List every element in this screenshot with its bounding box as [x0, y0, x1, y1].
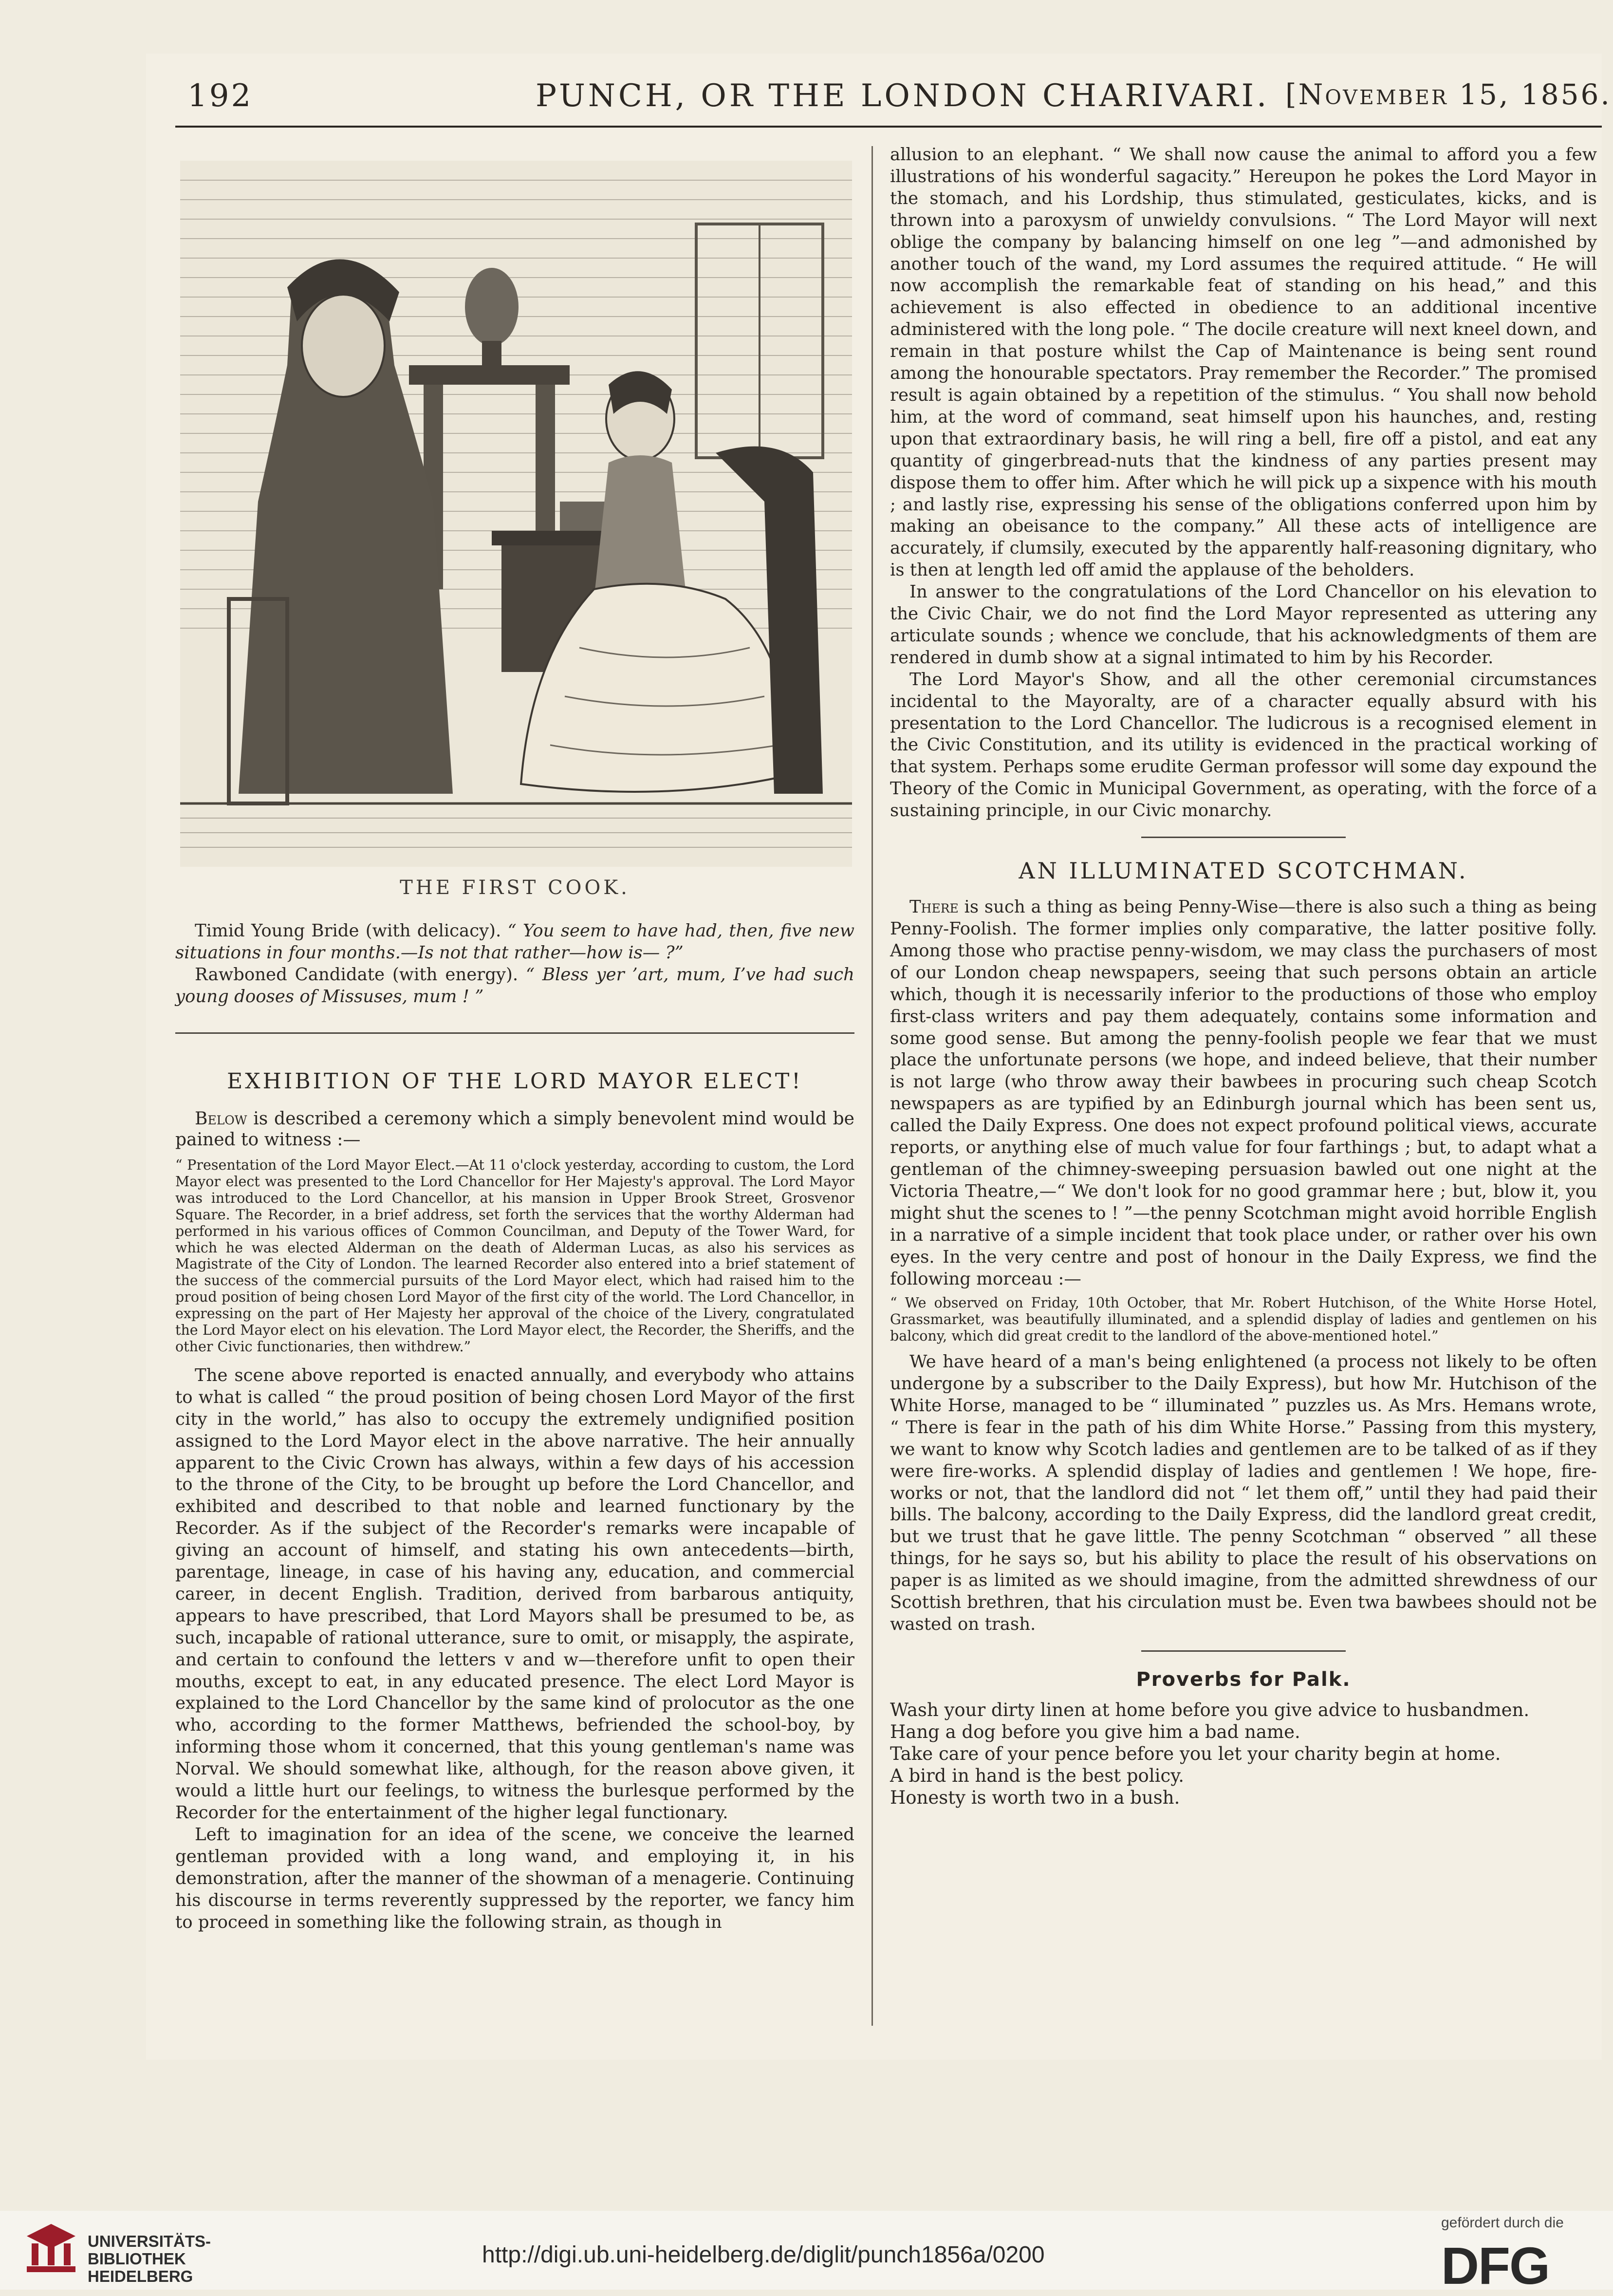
- article-paragraph: Left to imagination for an idea of the scene, we conceive the learned gentleman provided with a long wand, and employing it, in his demonstration, after the manner of the showman of a menagerie. Continuing his discourse in terms reverently suppressed by the reporter, we fancy him to proceed in something like the following strain, as though in: [175, 1824, 854, 1932]
- article-heading: EXHIBITION OF THE LORD MAYOR ELECT!: [227, 1069, 803, 1094]
- funding-note: gefördert durch die: [1441, 2215, 1564, 2231]
- proverb-item: A bird in hand is the best policy.: [890, 1765, 1184, 1786]
- caption-quote-1: “ You seem to have had, then, five new situations in four months.—Is not that rather—how is— ?”: [175, 921, 854, 963]
- article-paragraph: The Lord Mayor's Show, and all the other ceremonial circumstances incidental to the Mayoralty, are of a character equally absurd with his presentation to the Lord Chancellor. The ludicrous is a recognised element in the Civic Constitution, and its utility is evidenced in the practical working of that system. Perhaps some erudite German professor will some day expound the Theory of the Comic in Municipal Government, as operating, with the force of a sustaining principle, in our Civic monarchy.: [890, 669, 1597, 821]
- caption-quote-2: “ Bless yer ’art, mum, I’ve had such young dooses of Missuses, mum ! ”: [175, 964, 854, 1007]
- article-heading: AN ILLUMINATED SCOTCHMAN.: [1019, 858, 1468, 884]
- proverbs-list: [890, 1699, 1597, 1809]
- newspaper-quote: “ We observed on Friday, 10th October, that Mr. Robert Hutchison, of the White Horse Hotel, Grassmarket, was beautifully illuminated, and a splendid display of ladies and gentlemen on his balcony, which did great credit to the landlord of the above-mentioned hotel.”: [890, 1295, 1597, 1344]
- article-paragraph: The scene above reported is enacted annually, and everybody who attains to what is called “ the proud position of being chosen Lord Mayor of the first city in the world,” has also to occupy the extremely undignified position assigned to the Lord Mayor elect in the above narrative. The heir annually apparent to the Civic Crown has always, within a few days of his accession to the throne of the City, to be brought up before the Lord Chancellor, and exhibited and described to that noble and learned functionary by the Recorder. As if the subject of the Recorder's remarks were incapable of giving an account of himself, and stating his own antecedents—birth, parentage, lineage, in case of his having any, education, and commercial career, in decent English. Tradition, derived from barbarous antiquity, appears to have prescribed, that Lord Mayors shall be presumed to be, as such, incapable of rational utterance, sure to omit, or misapply, the aspirate, and certain to confound the letters v and w—therefore unfit to open their mouths, except to eat, in any educated presence. The elect Lord Mayor is explained to the Lord Chancellor by the same kind of prolocutor as the one who, according to the former Matthews, befriended the school-boy, by informing those whom it concerned, that this young gentleman's name was Norval. We should somewhat like, although, for the reason above given, it would a little hurt our feelings, to witness the burlesque performed by the Recorder for the entertainment of the higher legal functionary.: [175, 1365, 854, 1823]
- dfg-logo: DFG: [1441, 2236, 1549, 2295]
- caption-speaker-1: Timid Young Bride (with delicacy).: [195, 921, 501, 941]
- caption-speaker-2: Rawboned Candidate (with energy).: [195, 964, 519, 985]
- proverb-item: Wash your dirty linen at home before you give advice to husbandmen.: [890, 1699, 1530, 1720]
- proverbs-heading: Proverbs for Palk.: [1136, 1668, 1351, 1691]
- intro-text: is described a ceremony which a simply benevolent mind would be pained to witness :—: [175, 1109, 854, 1150]
- article-paragraph: We have heard of a man's being enlightened (a process not likely to be often undergone by a subscriber to the Daily Express), but how Mr. Hutchison of the White Horse, managed to be “ illuminated ” puzzles us. As Mrs. Hemans wrote, “ There is fear in the path of his dim White Horse.” Passing from this mystery, we want to know why Scotch ladies and gentlemen are to be talked of as if they were fire-works. A splendid display of ladies and gentlemen ! We hope, fire-works or not, that the landlord did not “ let them off,” until they had paid their bills. The balcony, according to the Daily Express, did the landlord great credit, but we trust that he gave little. The penny Scotchman “ observed ” all these things, for he says so, but his ability to place the result of his observations on paper is as limited as we should imagine, from the admitted shrewdness of our Scottish brethren, that his circulation must be. Even twa bawbees should not be wasted on trash.: [890, 1352, 1597, 1634]
- presentation-quote: “ Presentation of the Lord Mayor Elect.—At 11 o'clock yesterday, according to custom, the Lord Mayor elect was presented to the Lord Chancellor for Her Majesty's approval. The Lord Mayor was introduced to the Lord Chancellor, at his mansion in Upper Brook Street, Grosvenor Square. The Recorder, in a brief address, set forth the services that the worthy Alderman had performed in his various offices of Common Councilman, and Deputy of the Tower Ward, for which he was elected Alderman on the death of Alderman Lucas, as also his services as Magistrate of the City of London. The learned Recorder also entered into a brief statement of the success of the commercial pursuits of the Lord Mayor elect, which had raised him to the proud position of being chosen Lord Mayor of the first city of the world. The Lord Chancellor, in expressing on the part of Her Majesty her approval of the choice of the Livery, congratulated the Lord Mayor elect on his elevation. The Lord Mayor elect, the Recorder, the Sheriffs, and the other Civic functionaries, then withdrew.”: [175, 1157, 854, 1355]
- university-library-logo-icon: [24, 2221, 78, 2275]
- page-number: 192: [187, 78, 253, 114]
- issue-date: [November 15, 1856.: [1285, 78, 1612, 111]
- column-divider: [871, 146, 873, 2026]
- article-lord-mayor: [175, 1032, 854, 1933]
- masthead-title: PUNCH, OR THE LONDON CHARIVARI.: [536, 78, 1270, 114]
- proverb-item: Honesty is worth two in a bush.: [890, 1787, 1180, 1808]
- proverb-item: Hang a dog before you give him a bad name.: [890, 1721, 1300, 1742]
- cartoon-illustration: [180, 161, 852, 867]
- source-url-link[interactable]: http://digi.ub.uni-heidelberg.de/diglit/punch1856a/0200: [482, 2242, 1045, 2268]
- section-rule: [175, 1032, 854, 1034]
- section-rule: [1141, 837, 1346, 838]
- article-paragraph: allusion to an elephant. “ We shall now cause the animal to afford you a few illustrations of his wonderful sagacity.” Hereupon he pokes the Lord Mayor in the stomach, and his Lordship, thus stimulated, gesticulates, kicks, and is thrown into a paroxysm of unwieldy convulsions. “ The Lord Mayor will next oblige the company by balancing himself on one leg ”—and admonished by another touch of the wand, my Lord assumes the required attitude. “ He will now accomplish the remarkable feat of standing on his head,” and this achievement is also effected in obedience to an additional incentive administered with the long pole. “ The docile creature will next kneel down, and remain in that posture whilst the Cap of Maintenance is being sent round among the honourable spectators. Pray remember the Recorder.” The promised result is again obtained by a repetition of the stimulus. “ You shall now behold him, at the word of command, seat himself upon his haunches, and, resting upon that extraordinary basis, he will ring a bell, fire off a pistol, and eat any quantity of gingerbread-nuts that the kindness of any parties present may dispose them to offer him. After which he will pick up a sixpence with his mouth ; and lastly rise, expressing his sense of the obligations conferred upon him by making an obeisance to the company.” All these acts of intelligence are accurately, if clumsily, executed by the apparently half-reasoning dignitary, who is then at length led off amid the applause of the beholders.: [890, 145, 1597, 580]
- intro-first-word: Below: [195, 1109, 247, 1129]
- section-rule: [1141, 1650, 1346, 1652]
- article-intro: [175, 1108, 854, 1150]
- article-paragraph: In answer to the congratulations of the Lord Chancellor on his elevation to the Civic Chair, we do not find the Lord Mayor represented as uttering any articulate sounds ; whence we conclude, that his acknowledgments of them are rendered in dumb show at a signal intimated to him by his Recorder.: [890, 582, 1597, 668]
- proverb-item: Take care of your pence before you let your charity begin at home.: [890, 1743, 1501, 1764]
- cartoon-caption: [175, 920, 854, 1008]
- header-rule: [175, 126, 1602, 128]
- university-library-name: UNIVERSITÄTS- BIBLIOTHEK HEIDELBERG: [88, 2232, 211, 2285]
- article-lord-mayor-continued: [890, 144, 1597, 1809]
- cartoon-title: THE FIRST COOK.: [400, 877, 630, 899]
- article-paragraph: There is such a thing as being Penny-Wise—there is also such a thing as being Penny-Foolish. The former implies only comparative, the latter positive folly. Among those who practise penny-wisdom, we may class the purchasers of most of our London cheap newspapers, seeing that such persons obtain an article which, though it is necessarily inferior to the productions of those who employ first-class writers and pay them adequately, contains some information and some good sense. But among the penny-foolish people we fear that we must place the unfortunate persons (we hope, and indeed believe, that their number is not large (who throw away their bawbees in procuring such cheap Scotch newspapers as are typified by an Edinburgh journal which has been sent us, called the Daily Express. One does not expect profound political views, accurate reports, or anything else of much value for four farthings ; but, to adapt what a gentleman of the chimney-sweeping persuasion bawled out one night at the Victoria Theatre,—“ We don't look for no good grammar here ; but, blow it, you might shut the scenes to ! ”—the penny Scotchman might avoid horrible English in a narrative of a simple incident that took place under, or rather over his own eyes. In the very centre and post of honour in the Daily Express, we find the following morceau :—: [890, 897, 1597, 1289]
